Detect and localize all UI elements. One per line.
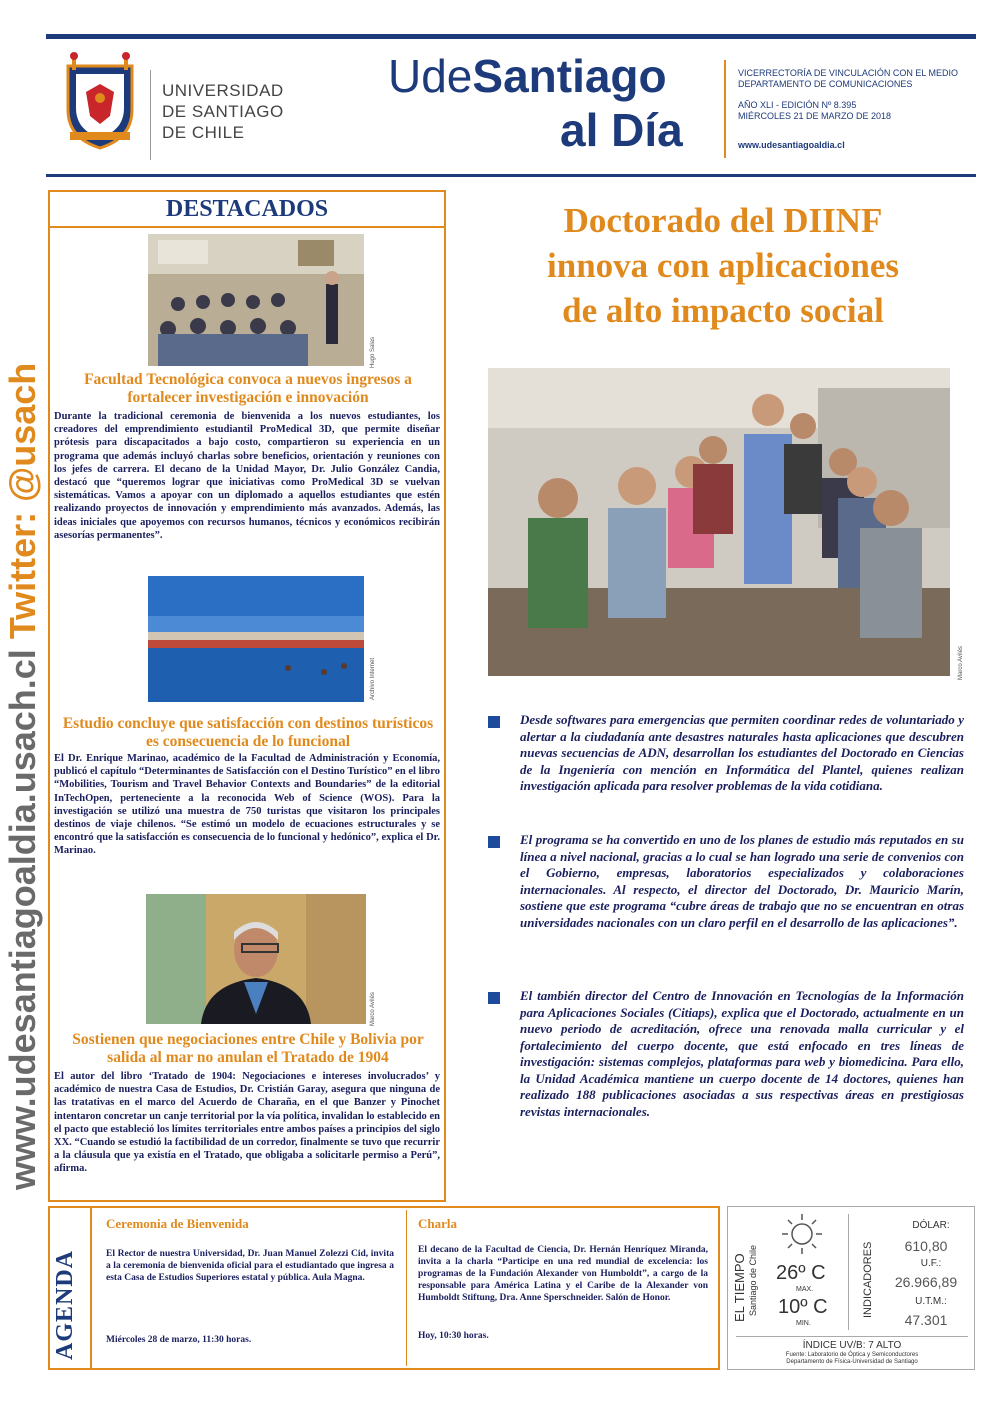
article-body: El autor del libro ‘Tratado de 1904: Negociaciones e intereses involucrados’ y académico de nuestra Casa de Estudios, Dr. Cristián Garay, asegura que ninguna de las tratativas en el marco del Acuerdo de Charaña, en el que Banzer y Pinochet intentaron concretar un canje territorial por la vía política, invalidan lo establecido en el pacto que estableció los límites territoriales entre ambos países a principios del siglo XX. “Cuando se estudió la factibilidad de un corredor, finalmente se tuvo que recurrir a la cláusula que ya existía en el Tratado, que obligaba a solicitarle permiso a Perú”, afirma. bbox=[54, 1071, 440, 1175]
masthead-subtitle: al Día bbox=[560, 104, 683, 156]
bullet-square-icon bbox=[488, 716, 500, 728]
weather-location: Santiago de Chile bbox=[748, 1244, 758, 1316]
website-link[interactable]: www.udesantiagoaldia.cl bbox=[738, 140, 845, 150]
agenda-event-body: El Rector de nuestra Universidad, Dr. Juan Manuel Zolezzi Cid, invita a la ceremonia de bienvenida oficial para el estudiantado que ingresa a esta Casa de Estudios Superiores estatal y pública. Aula Magna. bbox=[106, 1249, 394, 1283]
article-headline[interactable]: Sostienen que negociaciones entre Chile y Bolivia por salida al mar no anulan el Tratado de 1904 bbox=[72, 1031, 424, 1066]
agenda-event-time: Hoy, 10:30 horas. bbox=[418, 1331, 489, 1341]
academic-portrait-photo bbox=[146, 894, 366, 1024]
destacados-title: DESTACADOS bbox=[50, 192, 444, 228]
max-label: MAX. bbox=[796, 1286, 814, 1293]
bullet-square-icon bbox=[488, 836, 500, 848]
header-bottom-rule bbox=[46, 174, 976, 177]
department-info: VICERRECTORÍA DE VINCULACIÓN CON EL MEDIO DEPARTAMENTO DE COMUNICACIONES bbox=[738, 68, 959, 89]
photo-credit: Hugo Salas bbox=[370, 336, 376, 368]
article-body: El Dr. Enrique Marinao, académico de la Facultad de Administración y Economía, publicó el capítulo “Determinantes de Satisfacción con el Destino Turístico” en el libro “Mobilities, Tourism and Travel Behavior Contexts and Boundaries” de la editorial InTechOpen, perteneciente a la reconocida Web of Science (WOS). Para la investigación se utilizó una muestra de 750 turistas que visitaron los principales destinos de viaje chilenos. “Se estimó un modelo de ecuaciones estructurales y se encontró que la satisfacción es consecuencia de lo funcional y hedónico”, explica el Dr. Marinao. bbox=[54, 753, 440, 857]
agenda-divider bbox=[90, 1208, 92, 1368]
header-divider bbox=[150, 70, 151, 160]
sidebar-url[interactable]: www.udesantiagoaldia.usach.cl bbox=[2, 649, 43, 1190]
main-paragraph: El programa se ha convertido en uno de los planes de estudio más reputados en su línea a nivel nacional, gracias a lo cual se han logrado una serie de convenios con el Gobierno, empresas, laboratorios especializados y colaboraciones internacionales. Al respecto, el director del Doctorado, Dr. Mauricio Marín, sostiene que este programa “cubre áreas de trabajo que no se encuentran en otras universidades nacionales con un claro perfil en el desarrollo de las aplicaciones”. bbox=[520, 832, 964, 930]
min-temperature: 10º C bbox=[778, 1296, 828, 1318]
bullet-square-icon bbox=[488, 992, 500, 1004]
doctoral-group-photo bbox=[488, 368, 950, 676]
sidebar-contact bbox=[2, 362, 44, 1190]
max-temperature: 26º C bbox=[776, 1262, 826, 1284]
indicator-value: 26.966,89 bbox=[894, 1274, 958, 1290]
indicator-name: U.T.M.: bbox=[915, 1296, 947, 1307]
photo-credit: Marco Avilés bbox=[370, 992, 376, 1026]
sidebar-twitter[interactable]: Twitter: @usach bbox=[2, 362, 43, 640]
header-top-rule bbox=[46, 34, 976, 39]
uv-index: ÍNDICE UV/B: 7 ALTO bbox=[802, 1340, 902, 1351]
agenda-label: AGENDA bbox=[52, 1249, 78, 1360]
agenda-column-divider bbox=[406, 1210, 407, 1366]
indicators-label: INDICADORES bbox=[862, 1241, 874, 1318]
lagoon-photo bbox=[148, 576, 364, 702]
article-body: Durante la tradicional ceremonia de bienvenida a los nuevos estudiantes, los creadores del emprendimiento estudiantil ProMedical 3D, que permite diseñar prótesis para discapacitados a bajo costo, compartieron su experiencia en un programa que además incluyó charlas sobre beneficios, orientación y reuniones con los jefes de carrera. El decano de la Unidad Mayor, Dr. Julio González Candia, destacó que “queremos lograr que iniciativas como ProMedical 3D se vuelvan sistemáticas. Vamos a apoyar con un diplomado a aquellos estudiantes que estén realizando proyectos de innovación y emprendimiento más avanzados. Además, las ideas iniciales que apoyemos con recursos humanos, técnicos y económicos recibirán asesorías permanentes”. bbox=[54, 411, 440, 541]
article-headline[interactable]: Estudio concluye que satisfacción con destinos turísticos es consecuencia de lo funcional bbox=[62, 715, 434, 750]
university-crest-icon bbox=[60, 52, 140, 152]
indicator-name: DÓLAR: bbox=[912, 1220, 950, 1231]
agenda-event-title[interactable]: Charla bbox=[418, 1216, 457, 1231]
weather-source: Fuente: Laboratorio de Óptica y Semiconductores Departamento de Física-Universidad de Santiago bbox=[785, 1352, 919, 1365]
indicator-name: U.F.: bbox=[920, 1258, 942, 1269]
agenda-event-body: El decano de la Facultad de Ciencia, Dr. Hernán Henríquez Miranda, invita a la charla “Participe en una red mundial de excelencia: los programas de la Fundación Alexander von Humboldt”, a cargo de la responsable para América Latina y el Caribe de la Alexander von Humboldt Stiftung, Dra. Anne Sperschneider. Salón de Honor. bbox=[418, 1245, 708, 1303]
weather-label: EL TIEMPO bbox=[732, 1253, 747, 1322]
edition-info: AÑO XLI - EDICIÓN Nº 8.395 MIÉRCOLES 21 DE MARZO DE 2018 bbox=[738, 100, 892, 121]
masthead-divider bbox=[724, 60, 726, 158]
article-headline[interactable]: Facultad Tecnológica convoca a nuevos ingresos a fortalecer investigación e innovación bbox=[84, 371, 412, 406]
main-paragraph: El también director del Centro de Innovación en Tecnologías de la Información para Aplicaciones Sociales (Citiaps), explica que el Doctorado, actualmente en un nuevo periodo de acreditación, ofrece una renovada malla curricular y el fortalecimiento del cuerpo docente, que está enfocado en tres líneas de investigación: sistemas complejos, plataformas para web y biomedicina. Para ello, la Unidad Académica mantiene un cuerpo docente de 14 doctores, quienes han realizado 188 publicaciones asociadas a sus respectivas áreas en prestigiosas revistas internacionales. bbox=[520, 988, 964, 1119]
agenda-event-time: Miércoles 28 de marzo, 11:30 horas. bbox=[106, 1335, 252, 1345]
masthead-title: UdeSantiago bbox=[388, 50, 667, 102]
indicator-value: 610,80 bbox=[904, 1238, 948, 1254]
min-label: MIN. bbox=[796, 1320, 811, 1327]
indicator-value: 47.301 bbox=[904, 1312, 948, 1328]
weather-footer-divider bbox=[736, 1336, 968, 1337]
sun-icon bbox=[780, 1212, 824, 1256]
university-name: UNIVERSIDAD DE SANTIAGO DE CHILE bbox=[162, 81, 284, 142]
agenda-event-title[interactable]: Ceremonia de Bienvenida bbox=[106, 1216, 249, 1231]
main-headline: Doctorado del DIINF innova con aplicaciones de alto impacto social bbox=[547, 201, 899, 330]
photo-credit: Archivo Internet bbox=[370, 657, 376, 700]
classroom-photo bbox=[148, 234, 364, 366]
indicators-divider bbox=[848, 1214, 849, 1330]
main-paragraph: Desde softwares para emergencias que permiten coordinar redes de voluntariado y alertar a la ciudadanía ante desastres naturales hasta aplicaciones que descubren nuevas secuencias de ADN, desarrollan los estudiantes del Doctorado en Ciencias de la Ingeniería con mención en Informática del Plantel, quienes realizan investigación aplicada para resolver problemas de la vida cotidiana. bbox=[520, 712, 964, 793]
photo-credit: Marco Avilés bbox=[958, 646, 964, 680]
